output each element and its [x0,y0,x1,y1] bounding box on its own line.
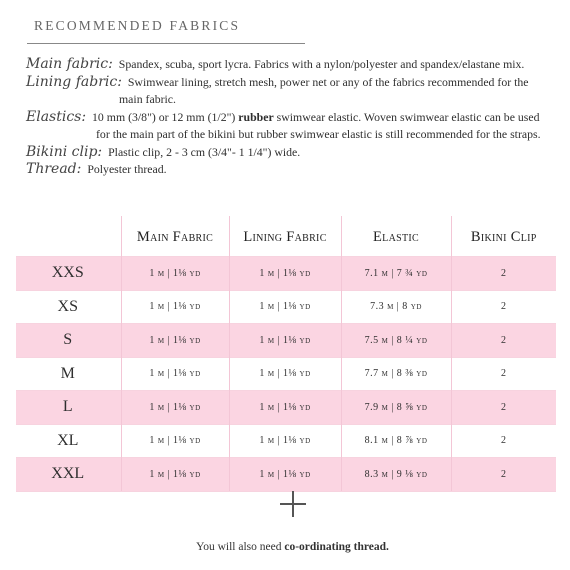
main-fabric-cell: 1 m | 1⅛ yd [121,290,229,324]
fabric-desc-elastics-cont: for the main part of the bikini but rubber swimwear elastic is still recommended for the straps. [96,127,541,141]
rubber-emphasis: rubber [238,109,274,124]
bikini-clip-cell: 2 [451,290,556,324]
size-table [16,216,556,492]
footer-note [0,541,570,553]
main-fabric-cell: 1 m | 1⅛ yd [121,257,229,291]
header-bikini-clip: Bikini Clip [451,216,556,257]
footer-emphasis: co-ordinating thread. [284,541,389,553]
fabric-label-lining: Lining fabric: [26,73,122,90]
table-row [16,458,556,492]
elastic-cell: 7.5 m | 8 ¼ yd [341,324,451,358]
bikini-clip-cell: 2 [451,357,556,391]
size-cell: M [16,357,121,391]
main-fabric-cell: 1 m | 1⅛ yd [121,357,229,391]
lining-fabric-cell: 1 m | 1⅛ yd [229,257,341,291]
fabric-row-main [26,56,556,74]
header-elastic: Elastic [341,216,451,257]
lining-fabric-cell: 1 m | 1⅛ yd [229,424,341,458]
size-cell: XS [16,290,121,324]
fabric-row-clip [26,144,556,162]
bikini-clip-cell: 2 [451,257,556,291]
main-fabric-cell: 1 m | 1⅛ yd [121,458,229,492]
size-cell: XXL [16,458,121,492]
lining-fabric-cell: 1 m | 1⅛ yd [229,290,341,324]
bikini-clip-cell: 2 [451,458,556,492]
fabric-desc-lining: Swimwear lining, stretch mesh, power net or any of the fabrics recommended for the [127,74,529,89]
header-main-fabric: Main Fabric [121,216,229,257]
lining-fabric-cell: 1 m | 1⅛ yd [229,391,341,425]
elastic-cell: 8.3 m | 9 ⅛ yd [341,458,451,492]
elastic-cell: 8.1 m | 8 ⅞ yd [341,424,451,458]
size-cell: S [16,324,121,358]
fabric-desc-clip: Plastic clip, 2 - 3 cm (3/4"- 1 1/4") wide. [108,144,301,159]
fabric-row-thread [26,161,556,179]
lining-fabric-cell: 1 m | 1⅛ yd [229,458,341,492]
elastic-cell: 7.9 m | 8 ⅝ yd [341,391,451,425]
elastic-cell: 7.3 m | 8 yd [341,290,451,324]
main-fabric-cell: 1 m | 1⅛ yd [121,424,229,458]
footer-text: You will also need [196,541,285,553]
lining-fabric-cell: 1 m | 1⅛ yd [229,357,341,391]
page-title: RECOMMENDED FABRICS [34,18,241,33]
fabric-desc-lining-cont: main fabric. [119,92,176,106]
main-fabric-cell: 1 m | 1⅛ yd [121,324,229,358]
fabric-label-clip: Bikini clip: [26,143,103,160]
table-row [16,324,556,358]
bikini-clip-cell: 2 [451,391,556,425]
size-cell: XL [16,424,121,458]
lining-fabric-cell: 1 m | 1⅛ yd [229,324,341,358]
elastic-cell: 7.7 m | 8 ⅜ yd [341,357,451,391]
header-lining-fabric: Lining Fabric [229,216,341,257]
elastic-cell: 7.1 m | 7 ¾ yd [341,257,451,291]
size-cell: XXS [16,257,121,291]
header-size [16,216,121,257]
table-row [16,391,556,425]
fabric-desc-elastics: 10 mm (3/8") or 12 mm (1/2") rubber swimwear elastic. Woven swimwear elastic can be used [92,109,540,124]
title-underline [27,43,305,44]
fabric-row-elastics-cont [26,126,556,144]
table-row [16,357,556,391]
fabric-row-elastics [26,109,556,127]
table-header-row [16,216,556,257]
main-fabric-cell: 1 m | 1⅛ yd [121,391,229,425]
table-row [16,257,556,291]
plus-icon [280,491,306,517]
fabric-label-thread: Thread: [26,161,82,177]
fabric-label-main: Main fabric: [26,56,113,72]
table-row [16,424,556,458]
fabric-list [26,56,556,179]
fabric-desc-thread: Polyester thread. [87,162,167,176]
bikini-clip-cell: 2 [451,324,556,358]
size-cell: L [16,391,121,425]
fabric-row-lining-cont [26,91,556,109]
fabric-desc-main: Spandex, scuba, sport lycra. Fabrics with a nylon/polyester and spandex/elastane mix. [118,57,525,71]
bikini-clip-cell: 2 [451,424,556,458]
fabric-row-lining [26,74,556,92]
fabric-label-elastics: Elastics: [26,108,87,125]
table-row [16,290,556,324]
